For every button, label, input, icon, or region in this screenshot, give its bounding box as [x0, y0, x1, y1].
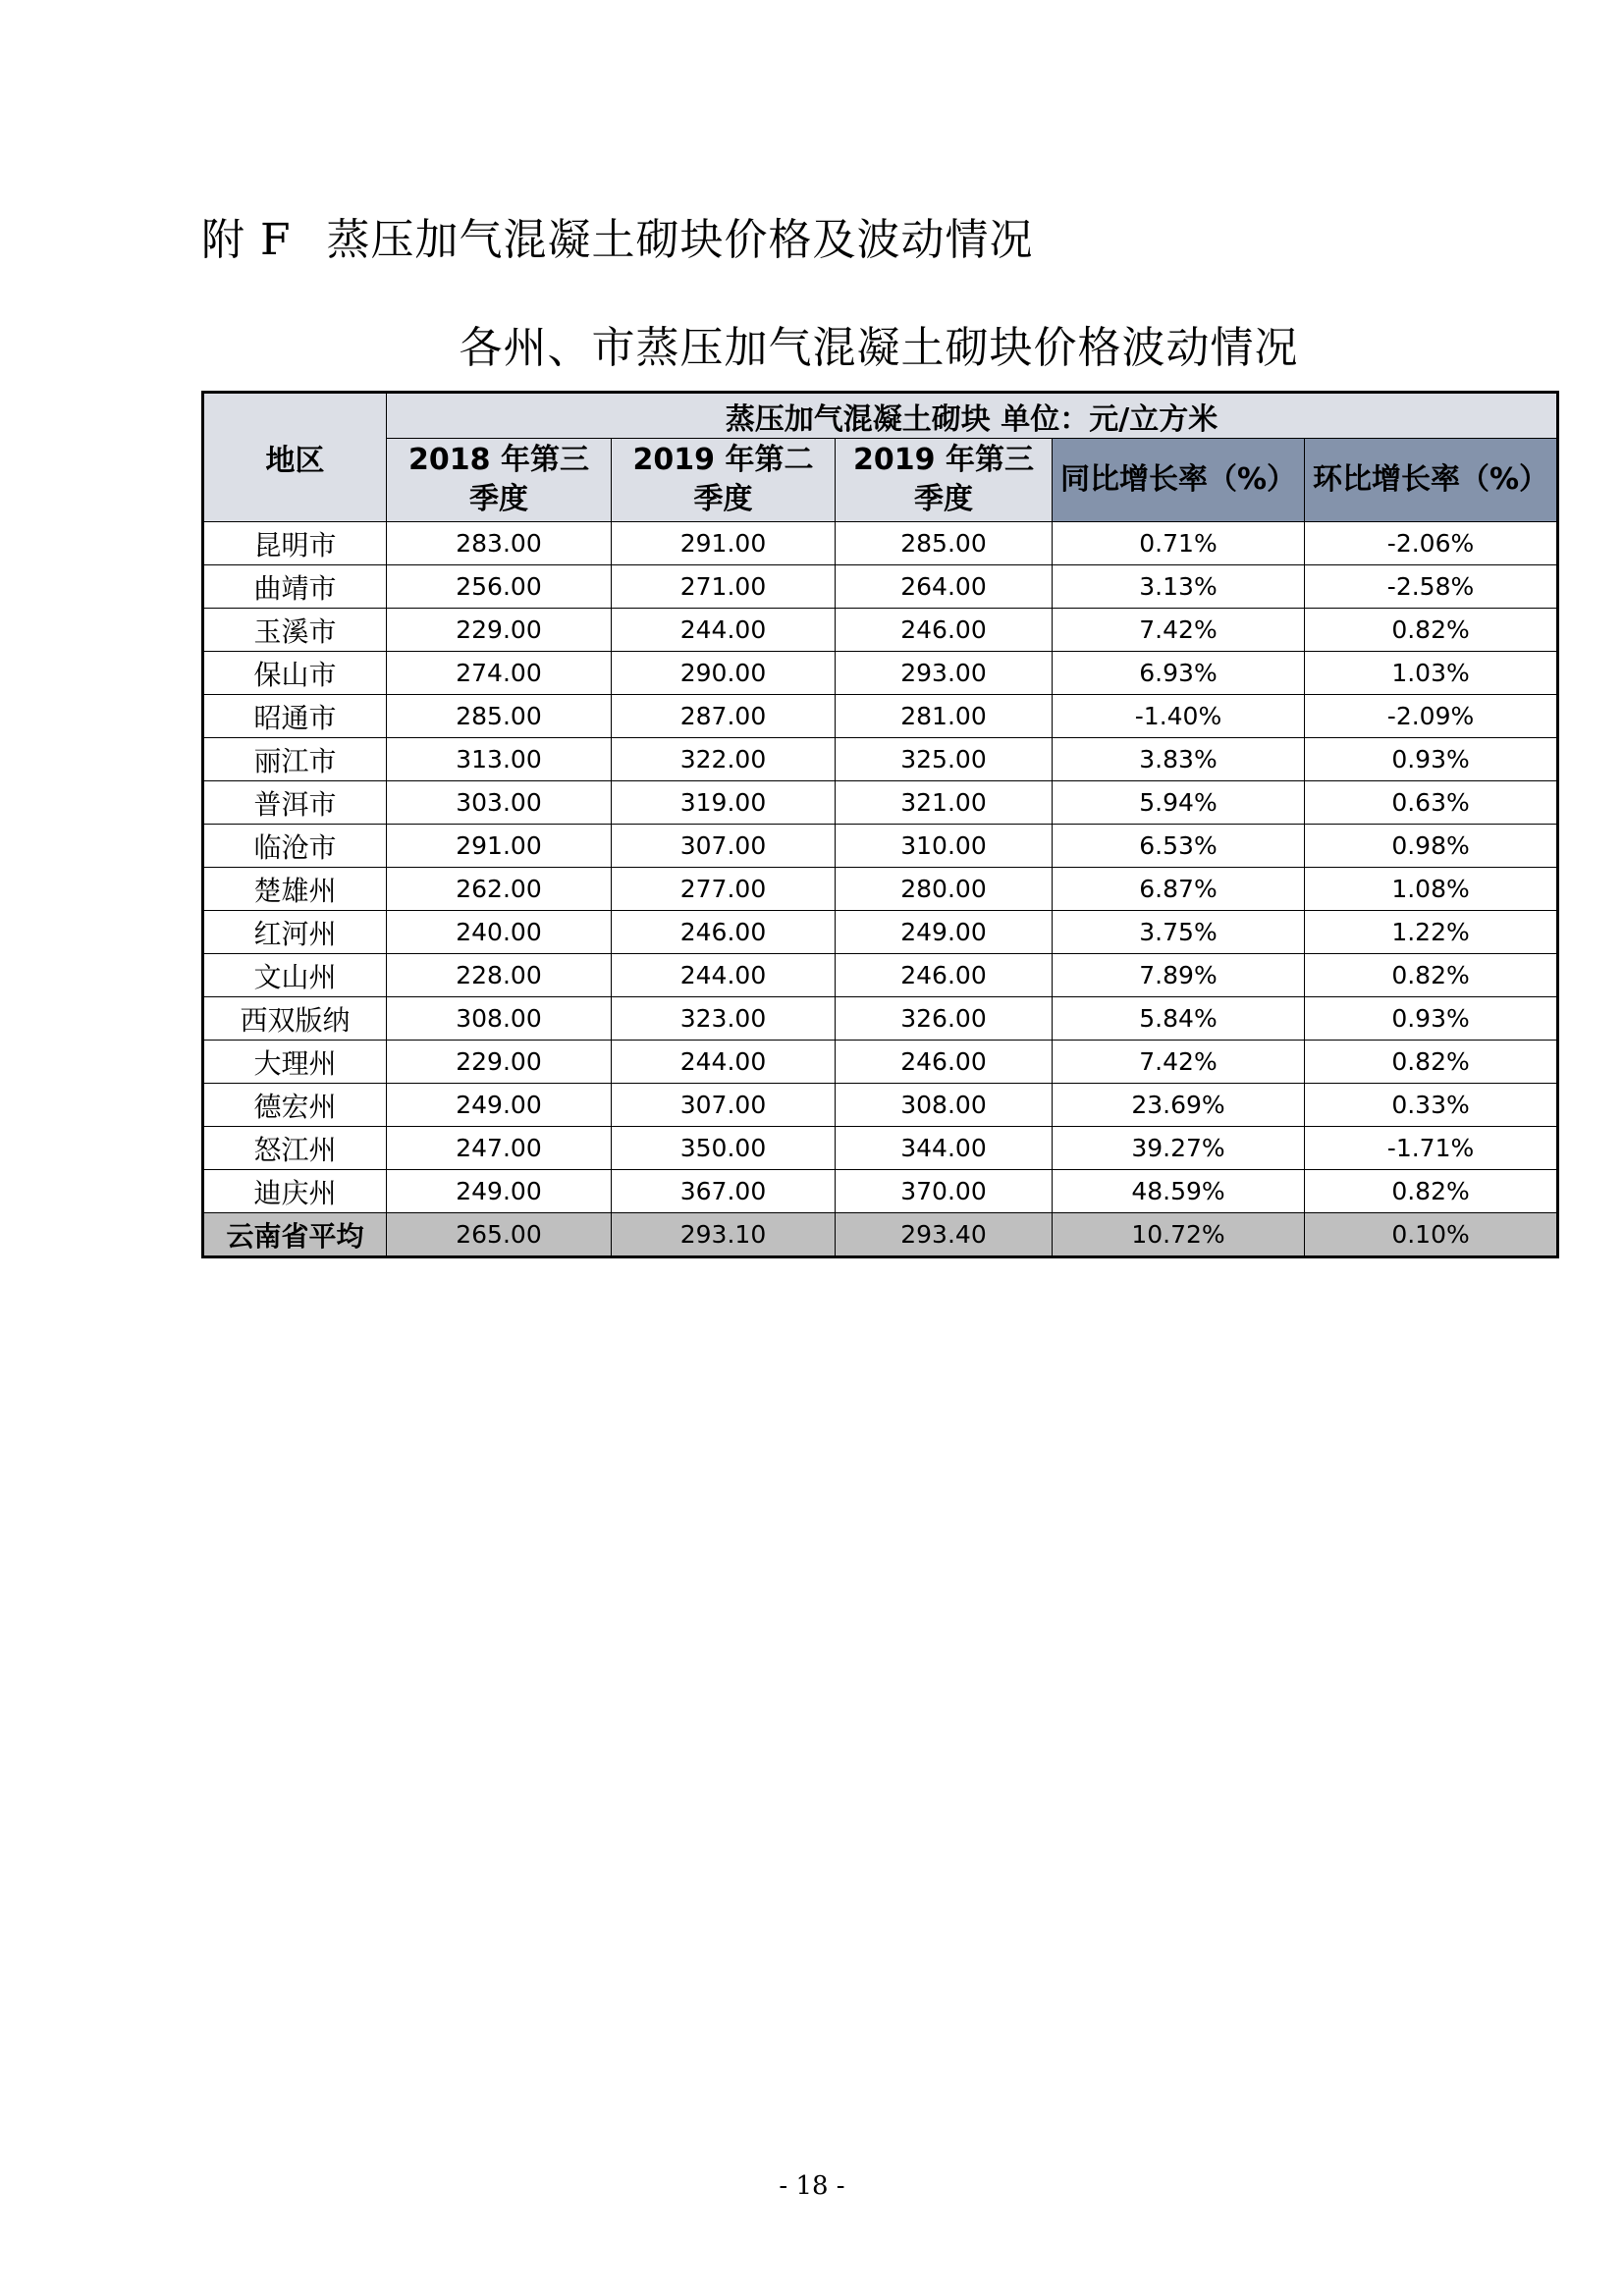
price-2019q2-cell: 244.00: [612, 954, 836, 997]
region-cell: 德宏州: [203, 1084, 387, 1127]
region-cell: 曲靖市: [203, 565, 387, 609]
price-2018q3-cell: 291.00: [387, 825, 612, 868]
yoy-rate-cell: 5.84%: [1053, 997, 1305, 1041]
price-2019q3-cell: 281.00: [836, 695, 1053, 738]
table-row: [203, 738, 1558, 781]
price-2019q3-cell: 246.00: [836, 609, 1053, 652]
price-2019q2-cell: 244.00: [612, 1041, 836, 1084]
yoy-rate-cell: 7.42%: [1053, 1041, 1305, 1084]
price-2018q3-cell: 247.00: [387, 1127, 612, 1170]
table-row: [203, 825, 1558, 868]
price-2018q3-cell: 229.00: [387, 609, 612, 652]
table-row: [203, 868, 1558, 911]
table-row: [203, 781, 1558, 825]
price-2019q3-cell: 264.00: [836, 565, 1053, 609]
price-2018q3-cell: 256.00: [387, 565, 612, 609]
qoq-rate-cell: 0.82%: [1305, 609, 1558, 652]
region-cell: 云南省平均: [203, 1213, 387, 1257]
price-2019q3-cell: 293.40: [836, 1213, 1053, 1257]
yoy-rate-cell: 6.53%: [1053, 825, 1305, 868]
qoq-rate-cell: -1.71%: [1305, 1127, 1558, 1170]
price-2018q3-cell: 285.00: [387, 695, 612, 738]
price-2019q3-cell: 285.00: [836, 522, 1053, 565]
price-2019q3-cell: 326.00: [836, 997, 1053, 1041]
price-2018q3-cell: 229.00: [387, 1041, 612, 1084]
qoq-rate-cell: -2.06%: [1305, 522, 1558, 565]
region-cell: 红河州: [203, 911, 387, 954]
column-header-row: [203, 439, 1558, 522]
price-2019q3-cell: 310.00: [836, 825, 1053, 868]
price-2019q2-cell: 319.00: [612, 781, 836, 825]
qoq-rate-cell: 0.82%: [1305, 1170, 1558, 1213]
yoy-rate-cell: 3.83%: [1053, 738, 1305, 781]
price-2018q3-cell: 240.00: [387, 911, 612, 954]
region-cell: 保山市: [203, 652, 387, 695]
column-header-2019q2: 2019 年第二 季度: [612, 439, 836, 522]
table-row: [203, 695, 1558, 738]
price-2018q3-cell: 313.00: [387, 738, 612, 781]
price-2019q2-cell: 350.00: [612, 1127, 836, 1170]
qoq-rate-cell: 1.03%: [1305, 652, 1558, 695]
column-header-2019q3: 2019 年第三 季度: [836, 439, 1053, 522]
region-header: 地区: [203, 393, 387, 522]
region-cell: 昆明市: [203, 522, 387, 565]
price-2019q2-cell: 246.00: [612, 911, 836, 954]
price-2018q3-cell: 265.00: [387, 1213, 612, 1257]
average-row: [203, 1213, 1558, 1257]
appendix-label: 附 F: [201, 215, 292, 265]
column-header-2018q3: 2018 年第三 季度: [387, 439, 612, 522]
price-2019q3-cell: 293.00: [836, 652, 1053, 695]
table-row: [203, 997, 1558, 1041]
price-2018q3-cell: 262.00: [387, 868, 612, 911]
region-cell: 楚雄州: [203, 868, 387, 911]
qoq-rate-cell: 1.08%: [1305, 868, 1558, 911]
unit-header: 蒸压加气混凝土砌块 单位：元/立方米: [387, 393, 1558, 439]
page-number: - 18 -: [779, 2171, 845, 2201]
yoy-rate-cell: 7.42%: [1053, 609, 1305, 652]
qoq-rate-cell: 0.93%: [1305, 738, 1558, 781]
yoy-rate-cell: 3.13%: [1053, 565, 1305, 609]
yoy-rate-cell: 6.93%: [1053, 652, 1305, 695]
table-row: [203, 652, 1558, 695]
region-cell: 临沧市: [203, 825, 387, 868]
table-row: [203, 522, 1558, 565]
yoy-rate-cell: 0.71%: [1053, 522, 1305, 565]
yoy-rate-cell: 5.94%: [1053, 781, 1305, 825]
table-row: [203, 565, 1558, 609]
price-2019q3-cell: 344.00: [836, 1127, 1053, 1170]
table-header-row: [203, 393, 1558, 439]
price-2018q3-cell: 308.00: [387, 997, 612, 1041]
qoq-rate-cell: 0.82%: [1305, 1041, 1558, 1084]
price-2019q2-cell: 307.00: [612, 1084, 836, 1127]
region-cell: 丽江市: [203, 738, 387, 781]
price-2019q2-cell: 323.00: [612, 997, 836, 1041]
price-2019q2-cell: 322.00: [612, 738, 836, 781]
table-row: [203, 1041, 1558, 1084]
table-body: [203, 522, 1558, 1257]
price-2018q3-cell: 283.00: [387, 522, 612, 565]
column-header-qoq: 环比增长率（%）: [1305, 439, 1558, 522]
region-cell: 西双版纳: [203, 997, 387, 1041]
price-2019q3-cell: 280.00: [836, 868, 1053, 911]
price-2019q3-cell: 321.00: [836, 781, 1053, 825]
qoq-rate-cell: 0.33%: [1305, 1084, 1558, 1127]
price-2018q3-cell: 274.00: [387, 652, 612, 695]
yoy-rate-cell: -1.40%: [1053, 695, 1305, 738]
qoq-rate-cell: 0.93%: [1305, 997, 1558, 1041]
qoq-rate-cell: -2.09%: [1305, 695, 1558, 738]
price-2019q3-cell: 246.00: [836, 1041, 1053, 1084]
qoq-rate-cell: -2.58%: [1305, 565, 1558, 609]
price-2018q3-cell: 303.00: [387, 781, 612, 825]
column-header-yoy: 同比增长率（%）: [1053, 439, 1305, 522]
yoy-rate-cell: 7.89%: [1053, 954, 1305, 997]
price-2018q3-cell: 249.00: [387, 1084, 612, 1127]
qoq-rate-cell: 0.98%: [1305, 825, 1558, 868]
table-row: [203, 954, 1558, 997]
price-2018q3-cell: 228.00: [387, 954, 612, 997]
table-row: [203, 609, 1558, 652]
price-table: [201, 391, 1559, 1258]
qoq-rate-cell: 0.82%: [1305, 954, 1558, 997]
price-2019q3-cell: 308.00: [836, 1084, 1053, 1127]
price-2019q2-cell: 271.00: [612, 565, 836, 609]
region-cell: 大理州: [203, 1041, 387, 1084]
price-2019q2-cell: 293.10: [612, 1213, 836, 1257]
table-row: [203, 1084, 1558, 1127]
appendix-title: 蒸压加气混凝土砌块价格及波动情况: [326, 215, 1034, 265]
qoq-rate-cell: 0.10%: [1305, 1213, 1558, 1257]
table-row: [203, 1127, 1558, 1170]
yoy-rate-cell: 23.69%: [1053, 1084, 1305, 1127]
price-2019q2-cell: 244.00: [612, 609, 836, 652]
qoq-rate-cell: 1.22%: [1305, 911, 1558, 954]
yoy-rate-cell: 39.27%: [1053, 1127, 1305, 1170]
region-cell: 昭通市: [203, 695, 387, 738]
price-2018q3-cell: 249.00: [387, 1170, 612, 1213]
yoy-rate-cell: 48.59%: [1053, 1170, 1305, 1213]
region-cell: 玉溪市: [203, 609, 387, 652]
price-2019q2-cell: 291.00: [612, 522, 836, 565]
price-2019q2-cell: 307.00: [612, 825, 836, 868]
qoq-rate-cell: 0.63%: [1305, 781, 1558, 825]
price-2019q3-cell: 370.00: [836, 1170, 1053, 1213]
price-2019q2-cell: 367.00: [612, 1170, 836, 1213]
appendix-heading: [201, 204, 1034, 267]
yoy-rate-cell: 10.72%: [1053, 1213, 1305, 1257]
price-2019q3-cell: 246.00: [836, 954, 1053, 997]
region-cell: 普洱市: [203, 781, 387, 825]
table-row: [203, 1170, 1558, 1213]
yoy-rate-cell: 6.87%: [1053, 868, 1305, 911]
table-row: [203, 911, 1558, 954]
region-cell: 文山州: [203, 954, 387, 997]
price-2019q3-cell: 325.00: [836, 738, 1053, 781]
region-cell: 怒江州: [203, 1127, 387, 1170]
price-2019q3-cell: 249.00: [836, 911, 1053, 954]
price-2019q2-cell: 287.00: [612, 695, 836, 738]
price-2019q2-cell: 290.00: [612, 652, 836, 695]
price-2019q2-cell: 277.00: [612, 868, 836, 911]
region-cell: 迪庆州: [203, 1170, 387, 1213]
yoy-rate-cell: 3.75%: [1053, 911, 1305, 954]
table-title: 各州、市蒸压加气混凝土砌块价格波动情况: [459, 323, 1299, 373]
